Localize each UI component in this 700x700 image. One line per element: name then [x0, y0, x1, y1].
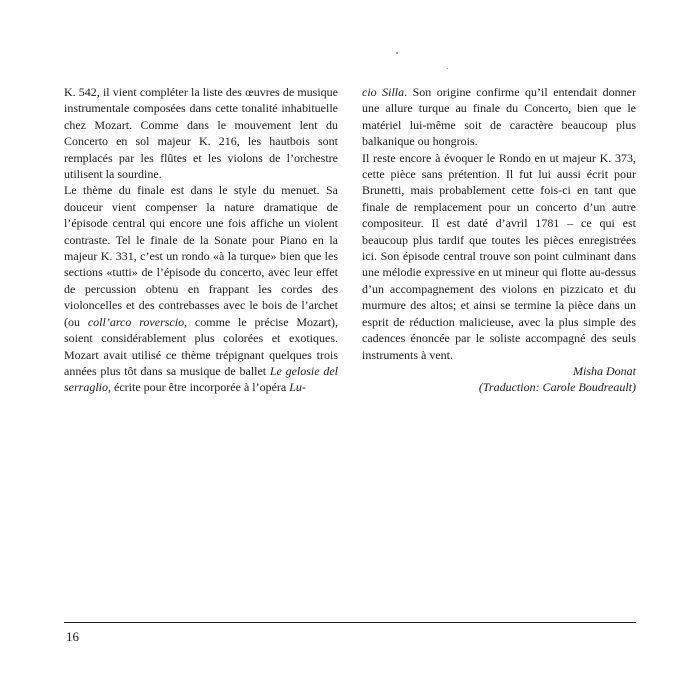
- italic-term: coll’arco roverscio: [87, 314, 185, 329]
- italic-title-end: cio Silla: [362, 85, 405, 99]
- translator-credit: (Traduction: Carole Boudreault): [478, 380, 636, 395]
- paragraph-origin: cio Silla. Son origine confirme qu’il entendait donner une allure turque au finale du Concerto, bien que le matériel lui-même soit de caractère beaucoup plus balkanique ou hongrois.: [362, 85, 636, 149]
- right-column: [362, 84, 636, 396]
- italic-title: Le gelosie del serraglio: [64, 363, 338, 395]
- scan-speck: [396, 52, 398, 54]
- page-number: 16: [66, 629, 79, 644]
- italic-title-start: Lu-: [289, 380, 306, 395]
- scan-speck: [447, 68, 448, 69]
- paragraph-rondo-k373: Il reste encore à évoquer le Rondo en ut majeur K. 373, cette pièce sans prétention. Il fut lui aussi écrit pour Brunetti, mais probablement cette fois-ci en tant que finale de remplacement pour un concerto d’un autre compositeur. Il est daté d’avril 1781 – ce qui est beaucoup plus tardif que toutes les pièces enregistrées ici. Son épisode central trouve son point culminant dans une mélodie expressive en ut mineur qui flotte au-dessus d’un accompagnement des violons en pizzicato et du murmure des altos; et ainsi se termine la pièce dans un esprit de réduction malicieuse, avec la plus simple des cadences énoncée par le soliste accompagné des seuls instruments à vent.: [362, 150, 636, 362]
- paragraph-concerto-adagio: K. 542, il vient compléter la liste des œuvres de musique instrumentale composées dans cette tonalité inhabituelle chez Mozart. Comme dans le mouvement lent du Concerto en sol majeur K. 216, les hautbois sont remplacés par les flûtes et les violons de l’orchestre utilisent la sourdine.: [64, 85, 338, 182]
- paragraph-finale-rondo: Le thème du finale est dans le style du menuet. Sa douceur vient compenser la nature dramatique de l’épisode central qui encore une fois affiche un violent contraste. Tel le finale de la Sonate pour Piano en la majeur K. 331, c’est un rondo «à la turque» bien que les sections «tutti» de l’épisode du concerto, avec leur effet de percussion obtenu en frappant les cordes des violoncelles et des contrebasses avec le bois de l’archet (ou coll’arco roverscio, comme le précise Mozart), soient considérablement plus colorées et exotiques. Mozart avait utilisé ce thème trépignant quelques trois années plus tôt dans sa musique de ballet Le gelosie del serraglio, écrite pour être incorporée à l’opéra Lu-: [64, 183, 338, 395]
- left-column: [64, 84, 338, 396]
- footer-rule: [64, 622, 636, 623]
- author-signature: Misha Donat: [573, 363, 636, 378]
